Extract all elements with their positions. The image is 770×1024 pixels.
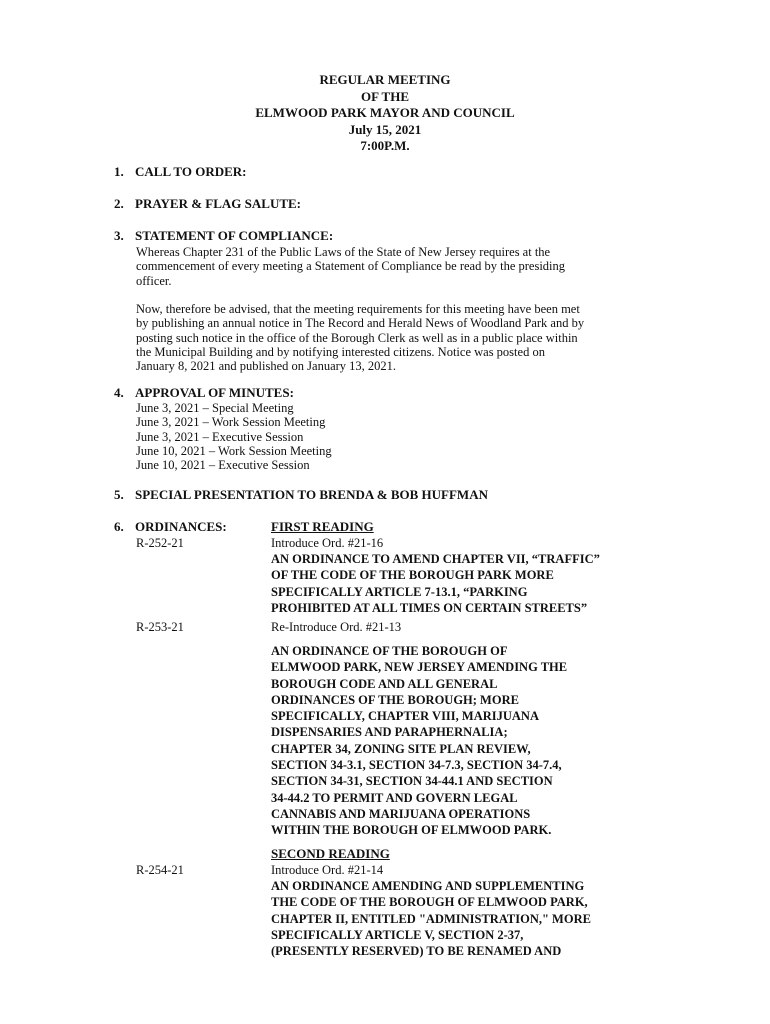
agenda-item-statement-of-compliance: [114, 228, 333, 244]
list-item: June 3, 2021 – Work Session Meeting: [136, 415, 326, 430]
ordinance-intro: Introduce Ord. #21-14: [271, 863, 384, 877]
title-line: 34-44.2 TO PERMIT AND GOVERN LEGAL: [271, 790, 518, 805]
first-reading-heading: FIRST READING: [271, 519, 374, 534]
title-line: OF THE CODE OF THE BOROUGH PARK MORE: [271, 568, 554, 583]
item-title: SPECIAL PRESENTATION TO BRENDA & BOB HUFFMAN: [135, 487, 488, 502]
second-reading-heading: SECOND READING: [271, 846, 390, 861]
title-line: THE CODE OF THE BOROUGH OF ELMWOOD PARK,: [271, 895, 588, 910]
resolution-id: R-253-21: [136, 620, 184, 634]
resolution-id: R-254-21: [136, 863, 184, 877]
title-line: ELMWOOD PARK, NEW JERSEY AMENDING THE: [271, 660, 568, 675]
title-line: PROHIBITED AT ALL TIMES ON CERTAIN STREETS”: [271, 600, 588, 615]
item-number: 5.: [114, 487, 124, 502]
text-line: January 8, 2021 and published on January 13, 2021.: [136, 359, 397, 374]
item-number: 3.: [114, 228, 124, 243]
item-number: 4.: [114, 385, 124, 400]
title-line: SECTION 34-3.1, SECTION 34-7.3, SECTION 34-7.4,: [271, 758, 562, 773]
title-line: SPECIFICALLY ARTICLE 7-13.1, “PARKING: [271, 584, 528, 599]
title-line: CHAPTER 34, ZONING SITE PLAN REVIEW,: [271, 741, 531, 756]
agenda-item-call-to-order: [114, 164, 247, 180]
item-title: APPROVAL OF MINUTES:: [135, 385, 294, 400]
title-line: DISPENSARIES AND PARAPHERNALIA;: [271, 725, 508, 740]
list-item: June 10, 2021 – Executive Session: [136, 458, 310, 473]
resolution-id: R-252-21: [136, 536, 184, 550]
title-line: AN ORDINANCE TO AMEND CHAPTER VII, “TRAFFIC”: [271, 552, 600, 566]
item-title: STATEMENT OF COMPLIANCE:: [135, 228, 334, 243]
list-item: June 3, 2021 – Special Meeting: [136, 401, 294, 415]
meeting-date: July 15, 2021: [348, 121, 422, 137]
item-title: ORDINANCES:: [135, 519, 227, 534]
ordinance-title: [271, 643, 691, 839]
list-item: June 3, 2021 – Executive Session: [136, 429, 304, 444]
text-line: by publishing an annual notice in The Record and Herald News of Woodland Park and by: [136, 316, 585, 331]
item-title: CALL TO ORDER:: [135, 164, 247, 179]
item-number: 2.: [114, 196, 124, 211]
compliance-paragraph-1: [136, 245, 688, 288]
list-item: June 10, 2021 – Work Session Meeting: [136, 443, 332, 458]
meeting-time: 7:00P.M.: [360, 138, 410, 153]
agenda-item-special-presentation: [114, 487, 488, 503]
ordinance-intro: Introduce Ord. #21-16: [271, 536, 384, 550]
header-line-2: OF THE: [360, 88, 410, 104]
title-line: SECTION 34-31, SECTION 34-44.1 AND SECTION: [271, 774, 553, 789]
compliance-paragraph-2: [136, 302, 688, 373]
title-line: CANNABIS AND MARIJUANA OPERATIONS: [271, 806, 531, 821]
text-line: Whereas Chapter 231 of the Public Laws of the State of New Jersey requires at the: [136, 245, 551, 259]
agenda-item-prayer-flag-salute: [114, 196, 301, 212]
header-line-1: REGULAR MEETING: [319, 72, 451, 87]
agenda-header: [0, 72, 770, 155]
text-line: the Municipal Building and by notifying interested citizens. Notice was posted on: [136, 344, 545, 359]
text-line: officer.: [136, 273, 172, 288]
title-line: AN ORDINANCE OF THE BOROUGH OF: [271, 644, 508, 658]
ordinance-title: [271, 551, 691, 616]
ordinance-title: [271, 878, 691, 959]
title-line: WITHIN THE BOROUGH OF ELMWOOD PARK.: [271, 823, 552, 838]
text-line: commencement of every meeting a Statement of Compliance be read by the presiding: [136, 259, 566, 274]
minutes-list: [136, 401, 332, 472]
item-title: PRAYER & FLAG SALUTE:: [135, 196, 302, 211]
text-line: posting such notice in the office of the Borough Clerk as well as in a public place within: [136, 330, 578, 345]
header-line-3: ELMWOOD PARK MAYOR AND COUNCIL: [255, 105, 515, 120]
item-number: 1.: [114, 164, 124, 179]
title-line: ORDINANCES OF THE BOROUGH; MORE: [271, 692, 519, 707]
title-line: SPECIFICALLY ARTICLE V, SECTION 2-37,: [271, 927, 524, 942]
agenda-item-ordinances: [114, 519, 227, 535]
title-line: BOROUGH CODE AND ALL GENERAL: [271, 676, 498, 691]
item-number: 6.: [114, 519, 124, 534]
ordinance-intro: Re-Introduce Ord. #21-13: [271, 620, 402, 634]
title-line: CHAPTER II, ENTITLED "ADMINISTRATION," MORE: [271, 911, 591, 926]
text-line: Now, therefore be advised, that the meeting requirements for this meeting have been met: [136, 302, 580, 316]
agenda-item-approval-of-minutes: [114, 385, 294, 401]
title-line: AN ORDINANCE AMENDING AND SUPPLEMENTING: [271, 879, 585, 893]
title-line: (PRESENTLY RESERVED) TO BE RENAMED AND: [271, 944, 562, 959]
title-line: SPECIFICALLY, CHAPTER VIII, MARIJUANA: [271, 709, 539, 724]
